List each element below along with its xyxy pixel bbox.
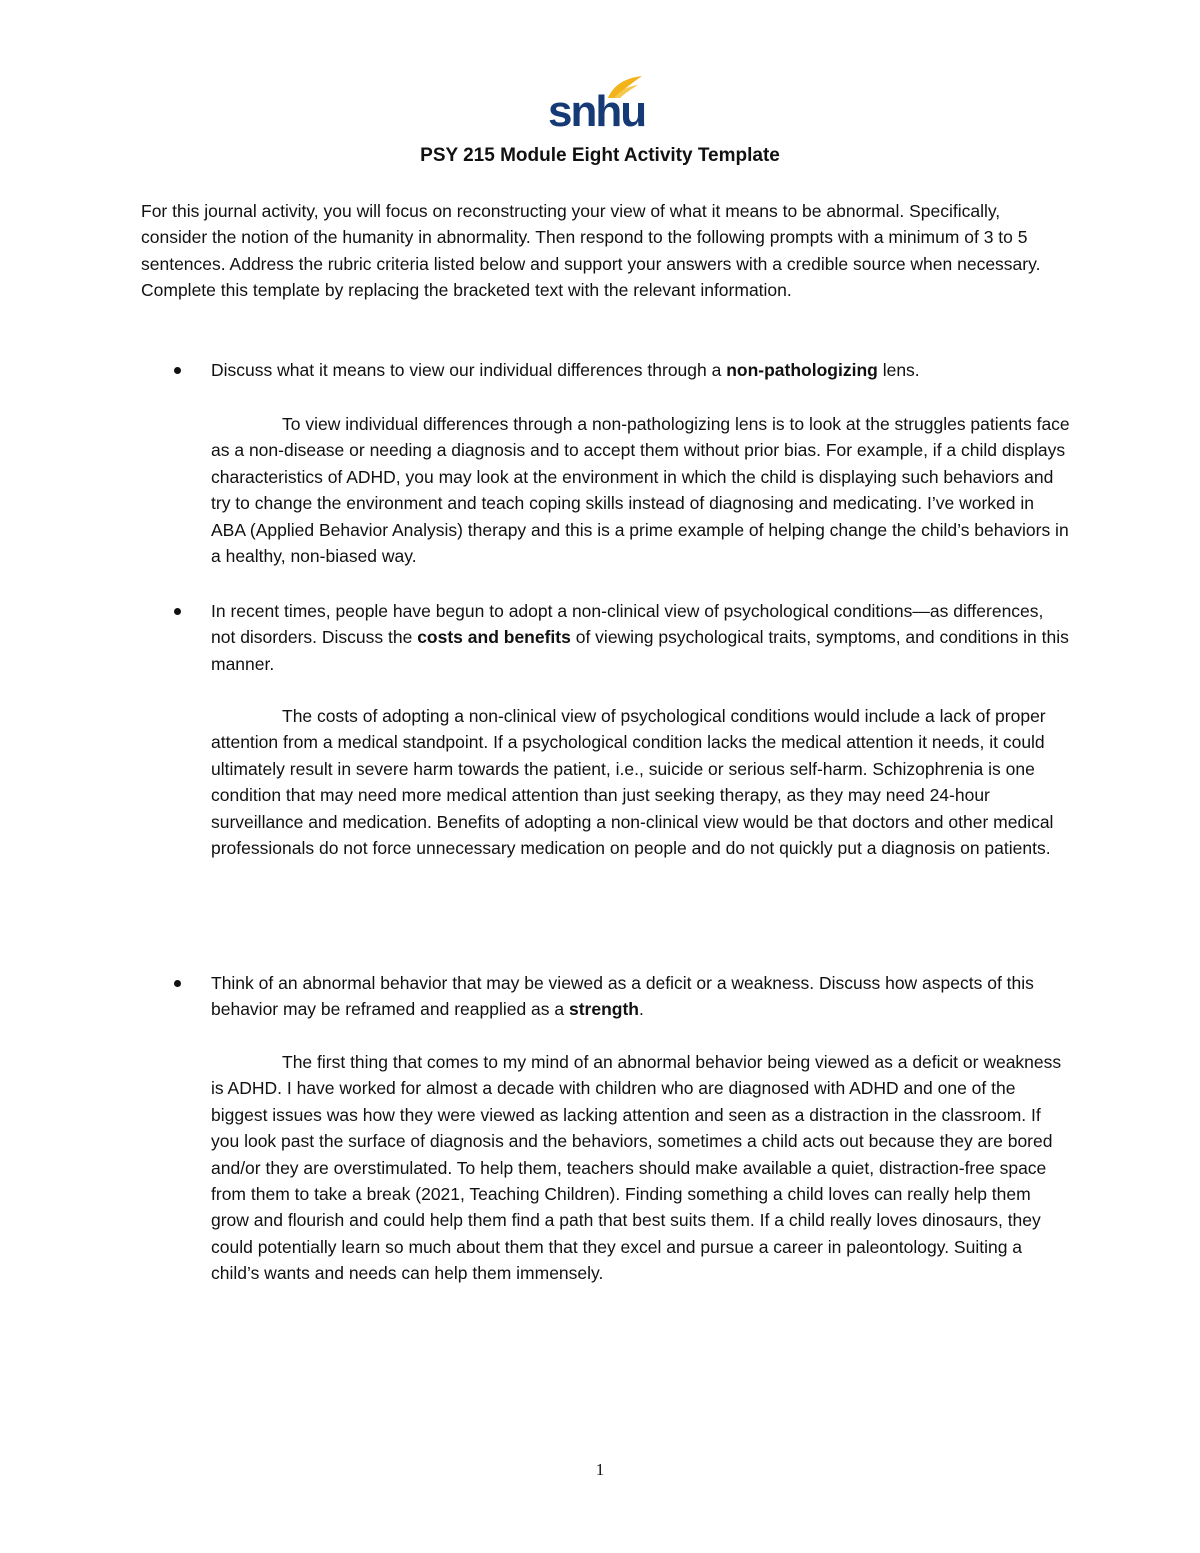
answer-2: The costs of adopting a non-clinical view of psychological conditions would include a lack of proper attention from a medical standpoint. If a psychological condition lacks the medical attention it needs, it could ultimately result in severe harm towards the patient, i.e., suicide or serious self-harm. Schizophrenia is one condition that may need more medical attention than just seeking therapy, as they may need 24-hour surveillance and medication. Benefits of adopting a non-clinical view would be that doctors and other medical professionals do not force unnecessary medication on people and do not quickly put a diagnosis on patients. (211, 706, 1054, 859)
prompt-3 (141, 970, 1071, 1023)
prompt-1 (141, 357, 1071, 383)
bullet-icon (174, 367, 181, 374)
prompt-2 (141, 598, 1071, 677)
prompt-1-text: Discuss what it means to view our individual differences through a non-pathologizing lens. (211, 360, 920, 380)
bullet-icon (174, 608, 181, 615)
prompt-2-keyword: costs and benefits (417, 627, 571, 648)
snhu-wordmark: snhu (548, 87, 646, 136)
intro-paragraph: For this journal activity, you will focus on reconstructing your view of what it means to be abnormal. Specifically, consider the notion of the humanity in abnormality. Then respond to the following prompts with a minimum of 3 to 5 sentences. Address the rubric criteria listed below and support your answers with a credible source when necessary. Complete this template by replacing the bracketed text with the relevant information. (141, 201, 1041, 301)
prompt-3-text: Think of an abnormal behavior that may be viewed as a deficit or a weakness. Discuss how aspects of this behavior may be reframed and reapplied as a strength. (211, 973, 1034, 1020)
answer-1: To view individual differences through a non-pathologizing lens is to look at the struggles patients face as a non-disease or needing a diagnosis and to accept them without prior bias. For example, if a child displays characteristics of ADHD, you may look at the environment in which the child is displaying such behaviors and try to change the environment and teach coping skills instead of diagnosing and medicating. I’ve worked in ABA (Applied Behavior Analysis) therapy and this is a prime example of helping change the child’s behaviors in a healthy, non-biased way. (211, 414, 1070, 567)
prompt-3-keyword: strength (569, 999, 639, 1020)
prompt-1-keyword: non-pathologizing (726, 360, 878, 380)
document-title: PSY 215 Module Eight Activity Template (420, 145, 780, 166)
prompt-2-text: In recent times, people have begun to adopt a non-clinical view of psychological conditions—as differences, not disorders. Discuss the costs and benefits of viewing psychological traits, symptoms, and conditions in this manner. (211, 601, 1069, 674)
bullet-icon (174, 980, 181, 987)
page-number: 1 (595, 1460, 605, 1479)
snhu-logo (548, 70, 644, 136)
answer-3: The first thing that comes to my mind of an abnormal behavior being viewed as a deficit or weakness is ADHD. I have worked for almost a decade with children who are diagnosed with ADHD and one of the biggest issues was how they were viewed as lacking attention and seen as a distraction in the classroom. If you look past the surface of diagnosis and the behaviors, sometimes a child acts out because they are bored and/or they are overstimulated. To help them, teachers should make available a quiet, distraction-free space from them to take a break (2021, Teaching Children). Finding something a child loves can really help them grow and flourish and could help them find a path that best suits them. If a child really loves dinosaurs, they could potentially learn so much about them that they excel and pursue a career in paleontology. Suiting a child’s wants and needs can help them immensely. (211, 1052, 1062, 1284)
